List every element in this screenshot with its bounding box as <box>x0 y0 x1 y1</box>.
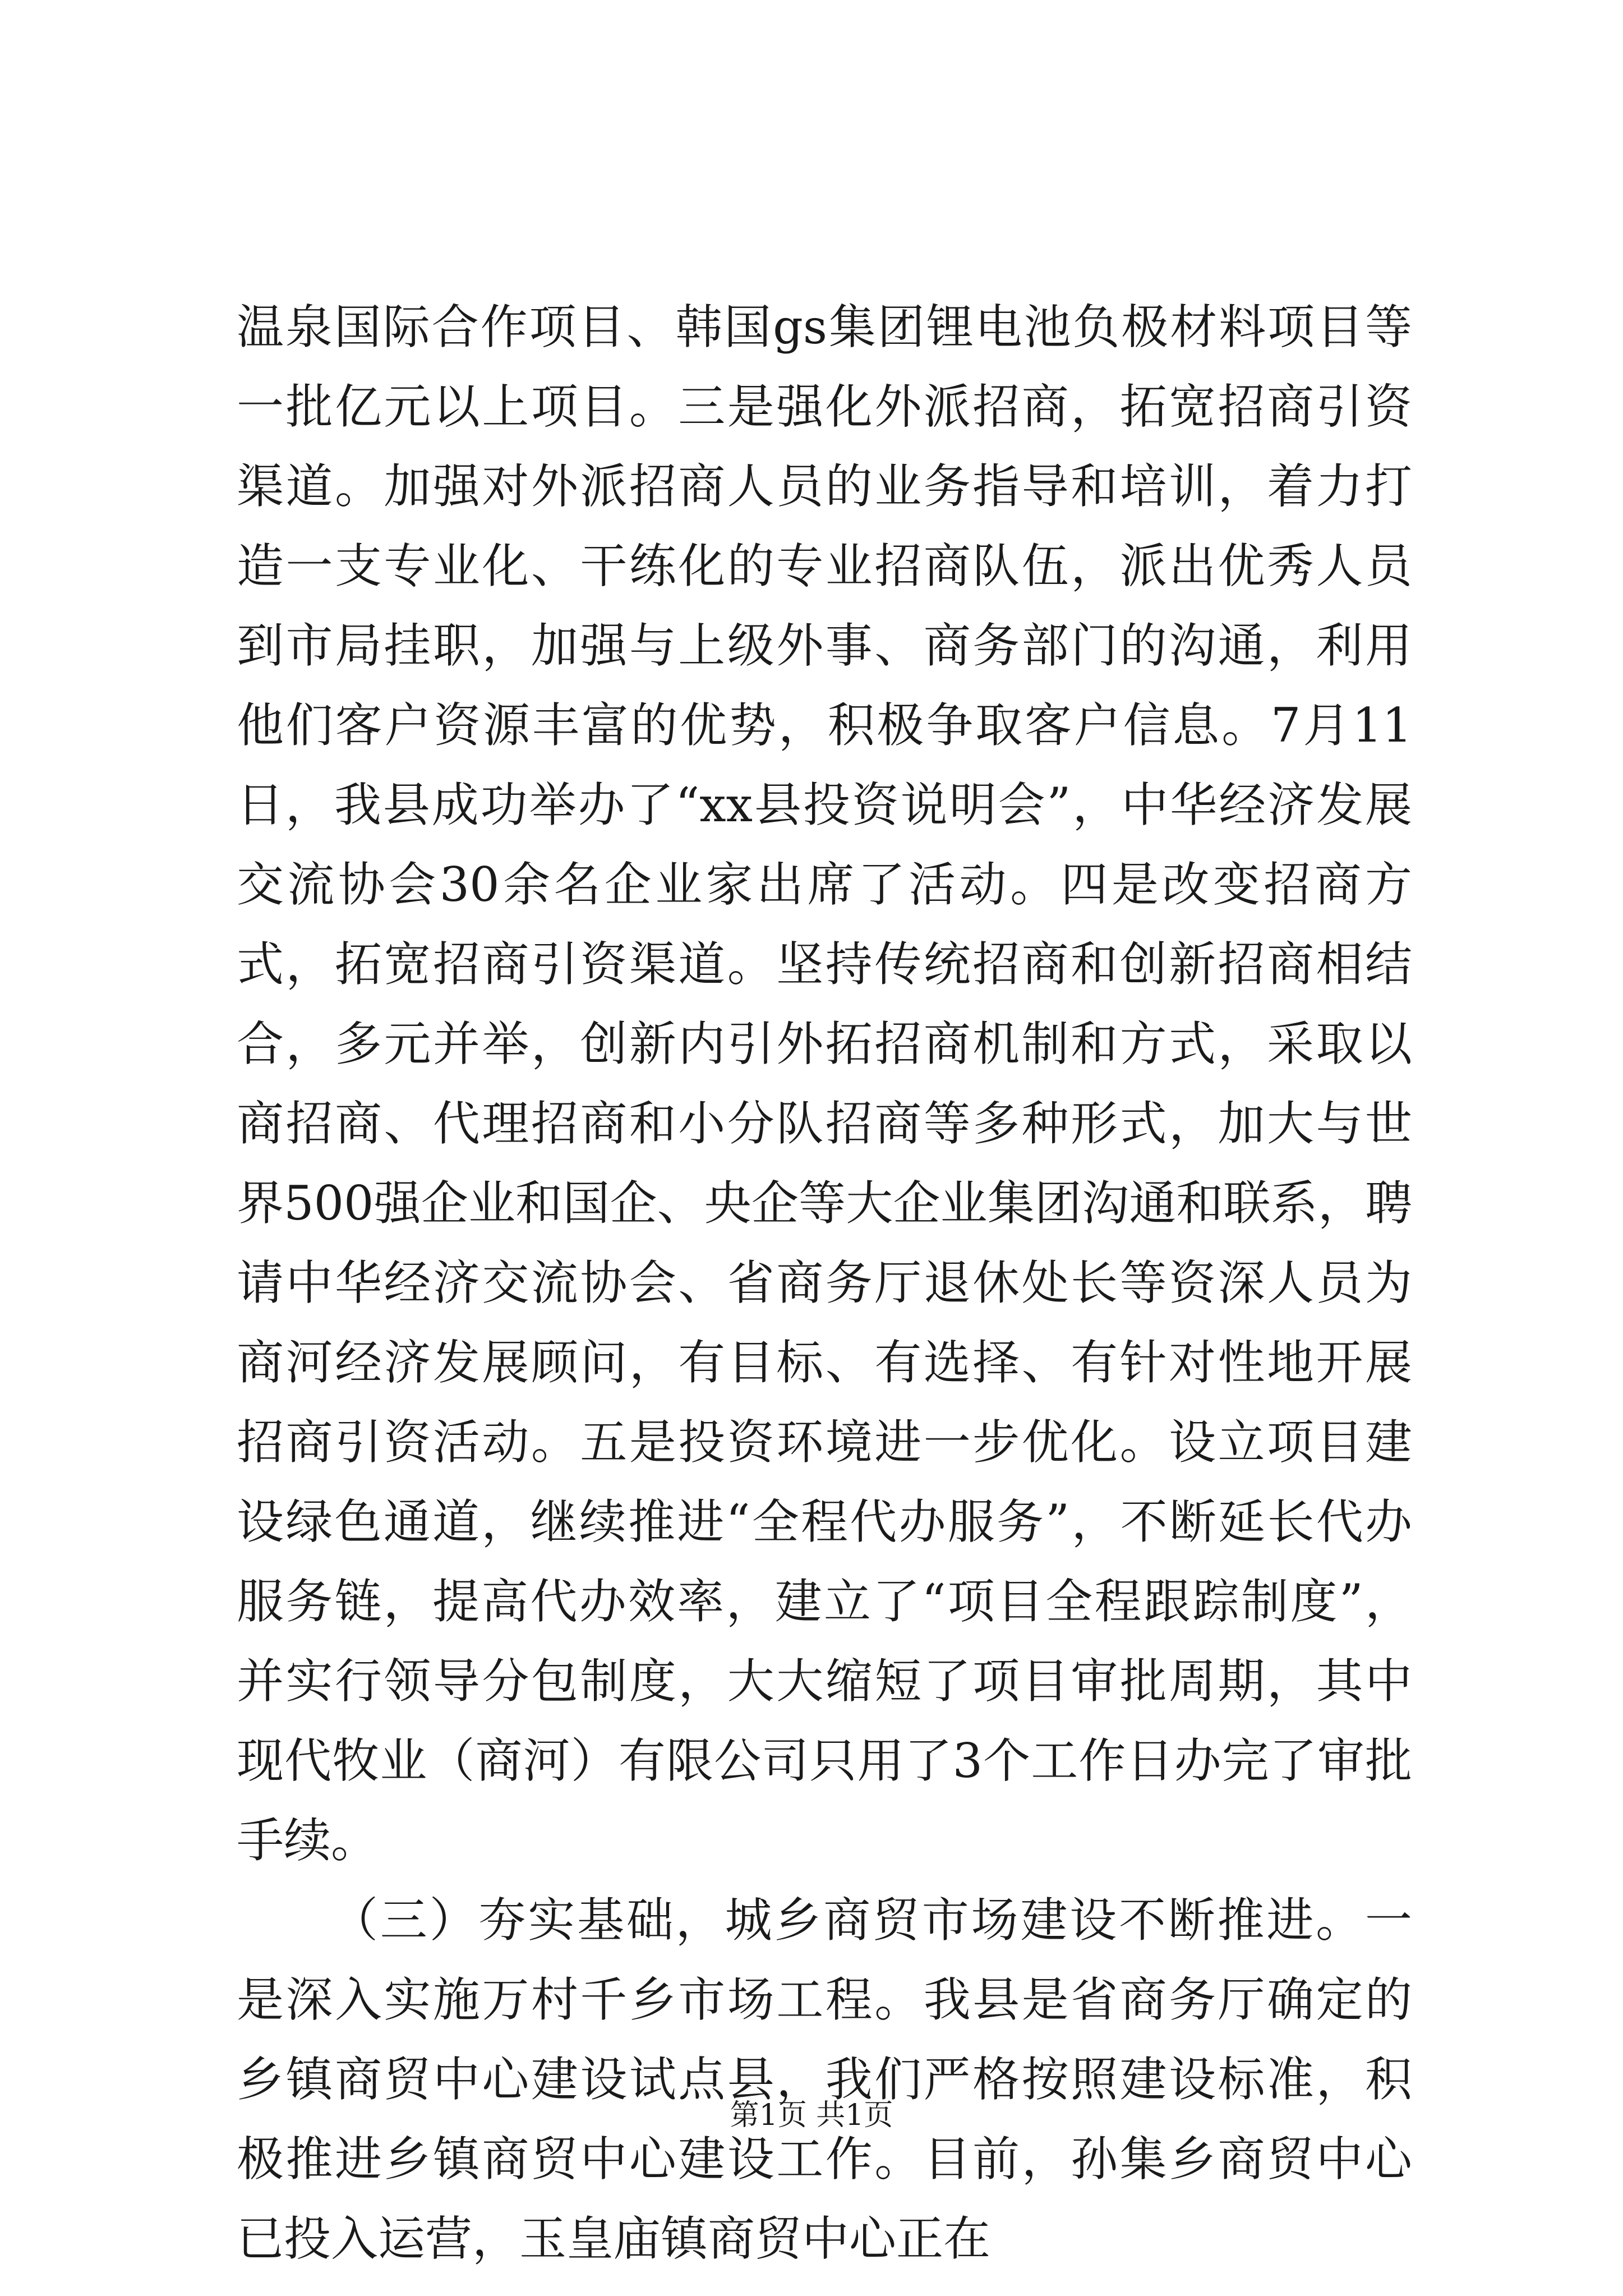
body-text <box>237 287 1412 2279</box>
page-footer: 第1页 共1页 <box>730 2099 893 2132</box>
paragraph-section-three: （三）夯实基础，城乡商贸市场建设不断推进。一是深入实施万村千乡市场工程。我县是省商务厅确定的乡镇商贸中心建设试点县，我们严格按照建设标准，积极推进乡镇商贸中心建设工作。目前，孙集乡商贸中心已投入运营，玉皇庙镇商贸中心正在 <box>237 1893 1412 2266</box>
paragraph-continued: 温泉国际合作项目、韩国gs集团锂电池负极材料项目等一批亿元以上项目。三是强化外派招商，拓宽招商引资渠道。加强对外派招商人员的业务指导和培训，着力打造一支专业化、干练化的专业招商队伍，派出优秀人员到市局挂职，加强与上级外事、商务部门的沟通，利用他们客户资源丰富的优势，积极争取客户信息。7月11日，我县成功举办了“xx县投资说明会”，中华经济发展交流协会30余名企业家出席了活动。四是改变招商方式，拓宽招商引资渠道。坚持传统招商和创新招商相结合，多元并举，创新内引外拓招商机制和方式，采取以商招商、代理招商和小分队招商等多种形式，加大与世界500强企业和国企、央企等大企业集团沟通和联系，聘请中华经济交流协会、省商务厅退休处长等资深人员为商河经济发展顾问，有目标、有选择、有针对性地开展招商引资活动。五是投资环境进一步优化。设立项目建设绿色通道，继续推进“全程代办服务”，不断延长代办服务链，提高代办效率，建立了“项目全程跟踪制度”，并实行领导分包制度，大大缩短了项目审批周期，其中现代牧业（商河）有限公司只用了3个工作日办完了审批手续。 <box>237 300 1412 1868</box>
